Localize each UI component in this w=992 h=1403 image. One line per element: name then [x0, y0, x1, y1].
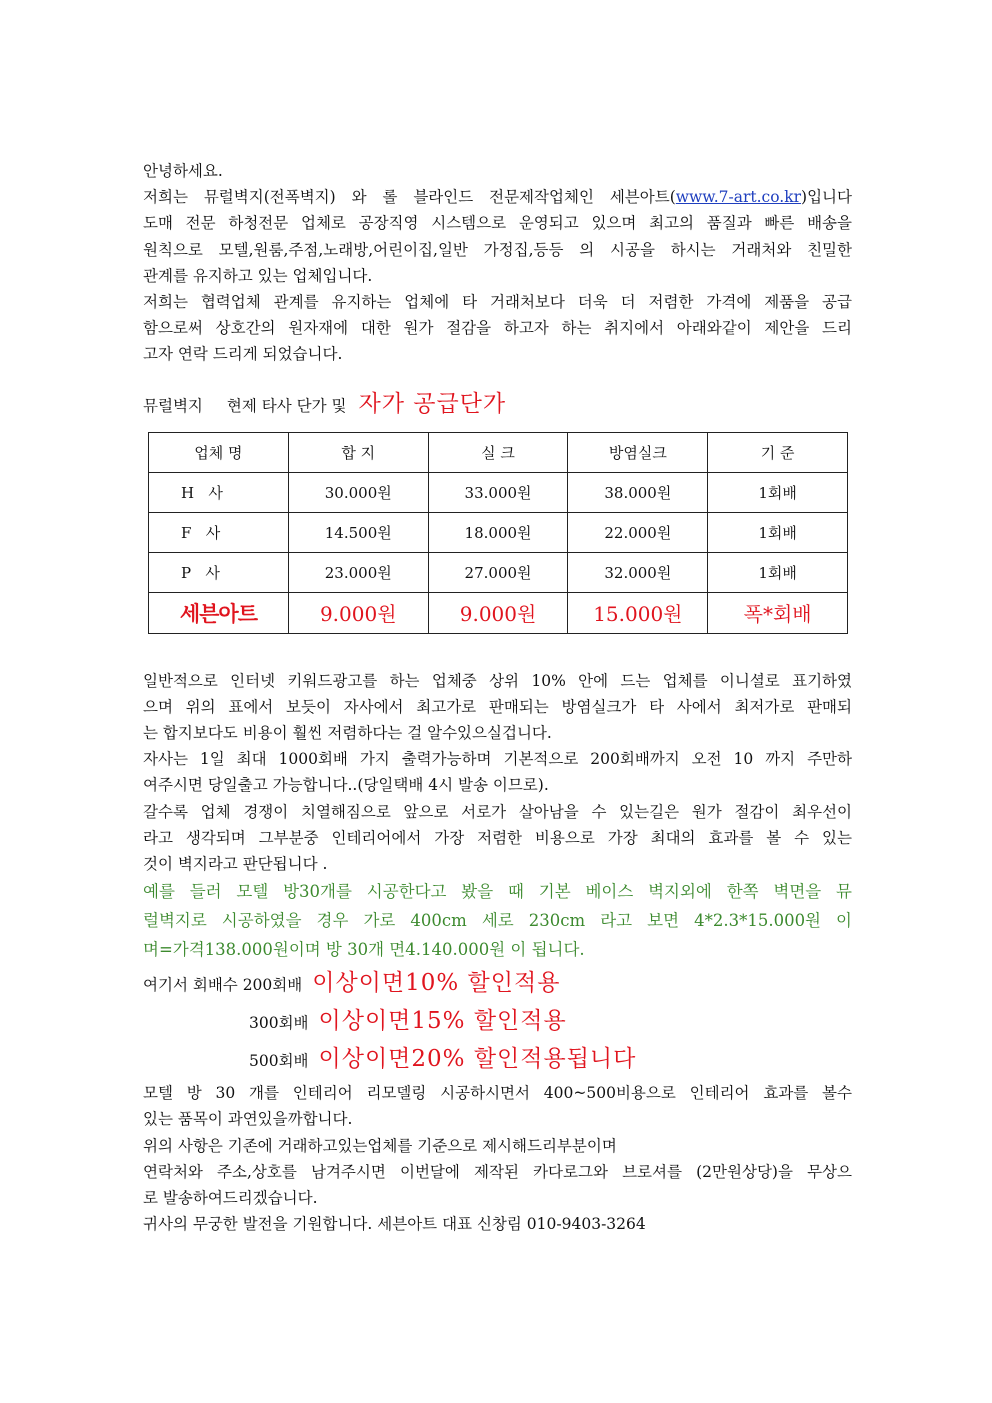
example-line: 예를 들러 모텔 방30개를 시공한다고 봤을 때 기본 베이스 벽지외에 한쪽 벽면을 뮤	[143, 882, 852, 902]
intro-line-company-text: 저희는 뮤럴벽지(전폭벽지) 와 롤 블라인드 전문제작업체인 세븐아트(	[143, 188, 676, 207]
signature-line: 귀사의 무궁한 발전을 기원합니다. 세븐아트 대표 신창림 010-9403-3264	[143, 1215, 646, 1234]
website-link[interactable]: www.7-art.co.kr	[675, 188, 802, 207]
price-table	[148, 432, 848, 634]
closing-line: 위의 사항은 기존에 거래하고있는업체를 기준으로 제시해드리부분이며	[143, 1136, 617, 1155]
table-cell: 1회배	[708, 512, 848, 552]
body-line: 는 합지보다도 비용이 훨씬 저렴하다는 걸 알수있으실겁니다.	[143, 724, 552, 743]
intro-line: 저희는 협력업체 관계를 유지하는 업체에 타 거래처보다 더욱 더 저렴한 가격에 제품을 공급	[143, 293, 852, 312]
body-line: 자사는 1일 최대 1000회배 가지 출력가능하며 기본적으로 200회배까지 오전 10 까지 주만하	[143, 750, 852, 769]
table-cell: 14.500원	[288, 512, 428, 552]
greeting: 안녕하세요.	[143, 162, 223, 180]
header-cell: 업체 명	[149, 432, 289, 472]
table-cell: 1회배	[708, 472, 848, 512]
intro-line-company	[143, 184, 852, 210]
body-line: 갈수록 업체 경쟁이 치열해짐으로 앞으로 서로가 살아남을 수 있는길은 원가 절감이 최우선이	[143, 802, 852, 821]
section-title-text: 현제 타사 단가 및	[226, 396, 347, 415]
table-cell: 22.000원	[568, 512, 708, 552]
closing-line: 있는 품목이 과연있을까합니다.	[143, 1110, 353, 1129]
intro-line: 원칙으로 모텔,원룸,주점,노래방,어린이집,일반 가정집,등등 의 시공을 하시는 거래처와 친밀한	[143, 240, 852, 259]
header-cell: 실 크	[428, 432, 568, 472]
discount-label: 300회배	[249, 1014, 309, 1033]
closing-line: 연락처와 주소,상호를 남겨주시면 이번달에 제작된 카다로그와 브로셔를 (2만원상당)을 무상으	[143, 1162, 852, 1181]
table-cell-highlight: 9.000원	[288, 592, 428, 633]
section-title-highlight: 자가 공급단가	[358, 390, 507, 417]
header-cell: 방염실크	[568, 432, 708, 472]
example-line: 럴벽지로 시공하였을 경우 가로 400cm 세로 230cm 라고 보면 4*2.3*15.000원 이	[143, 911, 852, 931]
closing-section	[143, 1080, 852, 1237]
company-cell: F 사	[149, 512, 289, 552]
table-cell: 1회배	[708, 552, 848, 592]
intro-section	[143, 158, 852, 368]
company-cell: H 사	[149, 472, 289, 512]
intro-line: 고자 연락 드리게 되었습니다.	[143, 345, 343, 364]
brand-logo-cell: 세븐아트	[149, 592, 289, 633]
letter-page	[143, 158, 852, 1237]
discount-rate: 이상이면10% 할인적용	[312, 970, 561, 997]
intro-line: 함으로써 상호간의 원자재에 대한 원가 절감을 하고자 하는 취지에서 아래와같이 제안을 드리	[143, 319, 852, 338]
table-cell: 23.000원	[288, 552, 428, 592]
closing-line: 모텔 방 30 개를 인테리어 리모델링 시공하시면서 400~500비용으로 인테리어 효과를 볼수	[143, 1084, 852, 1103]
table-cell: 38.000원	[568, 472, 708, 512]
discount-row	[143, 1002, 852, 1040]
discount-section	[143, 964, 852, 1078]
table-cell-highlight: 9.000원	[428, 592, 568, 633]
table-cell-highlight: 폭*회배	[708, 592, 848, 633]
table-row-ours	[149, 592, 848, 633]
table-cell: 30.000원	[288, 472, 428, 512]
discount-rate: 이상이면20% 할인적용됩니다	[318, 1046, 637, 1073]
body-section	[143, 668, 852, 878]
intro-line-company-end: )입니다	[801, 188, 852, 207]
intro-line: 도매 전문 하청전문 업체로 공장직영 시스템으로 운영되고 있으며 최고의 품질과 빠른 배송을	[143, 214, 852, 233]
header-cell: 합 지	[288, 432, 428, 472]
body-line: 일반적으로 인터넷 키워드광고를 하는 업체중 상위 10% 안에 드는 업체를 이니셜로 표기하였	[143, 671, 852, 690]
table-cell: 18.000원	[428, 512, 568, 552]
closing-line: 로 발송하여드리겠습니다.	[143, 1189, 318, 1208]
table-cell: 32.000원	[568, 552, 708, 592]
body-line: 것이 벽지라고 판단됩니다 .	[143, 855, 328, 874]
table-header-row	[149, 432, 848, 472]
table-row	[149, 552, 848, 592]
table-cell-highlight: 15.000원	[568, 592, 708, 633]
table-cell: 27.000원	[428, 552, 568, 592]
body-line: 여주시면 당일출고 가능합니다..(당일택배 4시 발송 이므로).	[143, 776, 549, 795]
body-line: 라고 생각되며 그부분중 인테리어에서 가장 저렴한 비용으로 가장 최대의 효과를 볼 수 있는	[143, 828, 852, 847]
discount-rate: 이상이면15% 할인적용	[318, 1008, 567, 1035]
section-title-product: 뮤럴벽지	[143, 396, 203, 415]
table-row	[149, 512, 848, 552]
price-section-title	[143, 384, 852, 424]
discount-row	[143, 964, 852, 1002]
discount-lead: 여기서 회배수 200회배	[143, 976, 303, 995]
example-line: 며=가격138.000원이며 방 30개 면4.140.000원 이 됩니다.	[143, 940, 585, 960]
header-cell: 기 준	[708, 432, 848, 472]
company-cell: P 사	[149, 552, 289, 592]
table-cell: 33.000원	[428, 472, 568, 512]
example-section	[143, 877, 852, 964]
table-row	[149, 472, 848, 512]
discount-label: 500회배	[249, 1052, 309, 1071]
intro-line: 관계를 유지하고 있는 업체입니다.	[143, 266, 373, 285]
body-line: 으며 위의 표에서 보듯이 자사에서 최고가로 판매되는 방염실크가 타 사에서 최저가로 판매되	[143, 697, 852, 716]
discount-row	[143, 1040, 852, 1078]
